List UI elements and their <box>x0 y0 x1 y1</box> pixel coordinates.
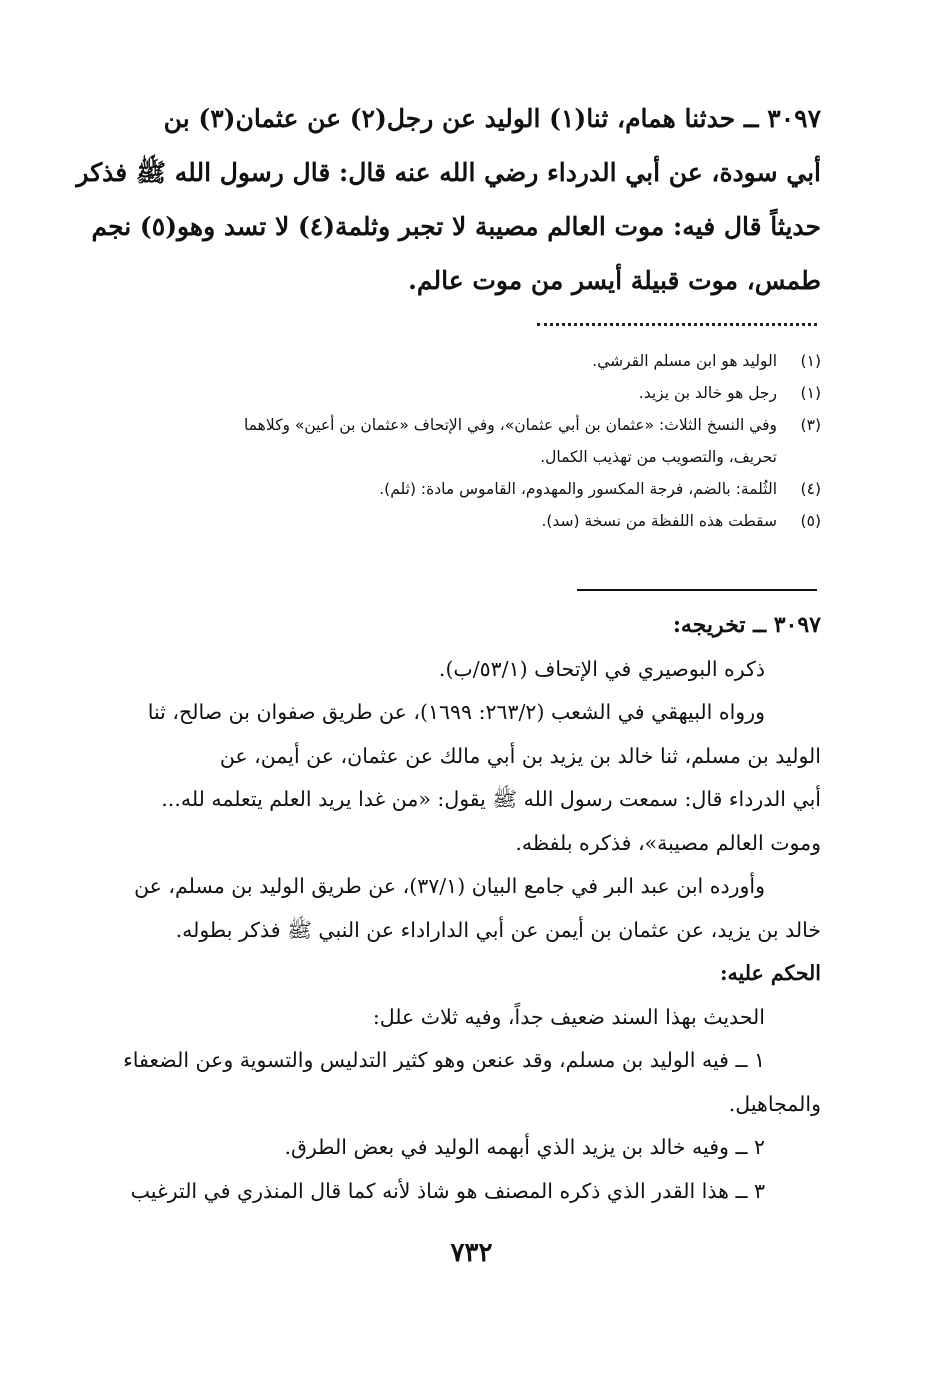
takhrij-line: والمجاهيل. <box>728 1091 821 1116</box>
hadith-line: ٣٠٩٧ ــ حدثنا همام، ثنا(١) الوليد عن رجل(٢) عن عثمان(٣) بن <box>163 104 821 133</box>
hadith-text <box>76 92 821 308</box>
takhrij-section <box>122 604 821 1213</box>
takhrij-line: ١ ــ فيه الوليد بن مسلم، وقد عنعن وهو كثير التدليس والتسوية وعن الضعفاء <box>123 1048 765 1072</box>
takhrij-line: خالد بن يزيد، عن عثمان بن أيمن عن أبي الداراداء عن النبي ﷺ فذكر بطوله. <box>175 917 821 942</box>
takhrij-line: ٣ ــ هذا القدر الذي ذكره المصنف هو شاذ لأنه كما قال المنذري في الترغيب <box>130 1178 765 1203</box>
hadith-line: حديثاً قال فيه: موت العالم مصيبة لا تجبر وثلمة(٤) لا تسد وهو(٥) نجم <box>91 212 821 241</box>
footnote <box>122 409 821 473</box>
takhrij-line: وموت العالم مصيبة»، فذكره بلفظه. <box>515 830 821 855</box>
footnote <box>122 377 821 409</box>
takhrij-body <box>122 648 821 1214</box>
dotted-separator <box>537 313 817 326</box>
footnote-number: (١) <box>800 384 821 402</box>
footnote <box>122 473 821 505</box>
footnote-text: وفي النسخ الثلاث: «عثمان بن أبي عثمان»، وفي الإتحاف «عثمان بن أعين» وكلاهما <box>244 416 777 434</box>
section-rule <box>577 589 817 591</box>
ruling-heading: الحكم عليه: <box>719 961 821 985</box>
takhrij-line: الوليد بن مسلم، ثنا خالد بن يزيد بن أبي مالك عن عثمان، عن أيمن، عن <box>219 743 821 768</box>
footnote-text: الوليد هو ابن مسلم القرشي. <box>592 352 777 370</box>
hadith-line: أبي سودة، عن أبي الدرداء رضي الله عنه قال: قال رسول الله ﷺ فذكر <box>76 158 821 187</box>
footnote-text: سقطت هذه اللفظة من نسخة (سد). <box>541 512 777 530</box>
takhrij-line: ٢ ــ وفيه خالد بن يزيد الذي أبهمه الوليد في بعض الطرق. <box>284 1135 765 1159</box>
takhrij-line: ذكره البوصيري في الإتحاف (٥٣/١/ب). <box>438 656 765 681</box>
footnote-continuation: تحريف، والتصويب من تهذيب الكمال. <box>540 448 777 466</box>
footnote <box>122 345 821 377</box>
takhrij-line: وأورده ابن عبد البر في جامع البيان (٣٧/١)، عن طريق الوليد بن مسلم، عن <box>134 874 765 898</box>
footnote-number: (٥) <box>800 512 821 530</box>
footnote <box>122 505 821 537</box>
footnote-number: (٣) <box>800 416 821 434</box>
page-number: ٧٣٢ <box>450 1238 493 1268</box>
hadith-line: طمس، موت قبيلة أيسر من موت عالم. <box>408 266 821 295</box>
footnote-text: رجل هو خالد بن يزيد. <box>638 384 777 402</box>
footnote-number: (٤) <box>800 480 821 498</box>
takhrij-line: ورواه البيهقي في الشعب (٢٦٣/٢: ١٦٩٩)، عن طريق صفوان بن صالح، ثنا <box>147 700 765 724</box>
takhrij-heading: ٣٠٩٧ ــ تخريجه: <box>672 612 821 638</box>
footnote-text: الثُلمة: بالضم، فرجة المكسور والمهدوم، القاموس مادة: (ثلم). <box>379 480 777 498</box>
takhrij-line: الحديث بهذا السند ضعيف جداً، وفيه ثلاث علل: <box>372 1004 765 1029</box>
takhrij-line: أبي الدرداء قال: سمعت رسول الله ﷺ يقول: «من غدا يريد العلم يتعلمه لله... <box>161 787 821 811</box>
footnote-number: (١) <box>800 352 821 370</box>
footnotes <box>122 345 821 537</box>
